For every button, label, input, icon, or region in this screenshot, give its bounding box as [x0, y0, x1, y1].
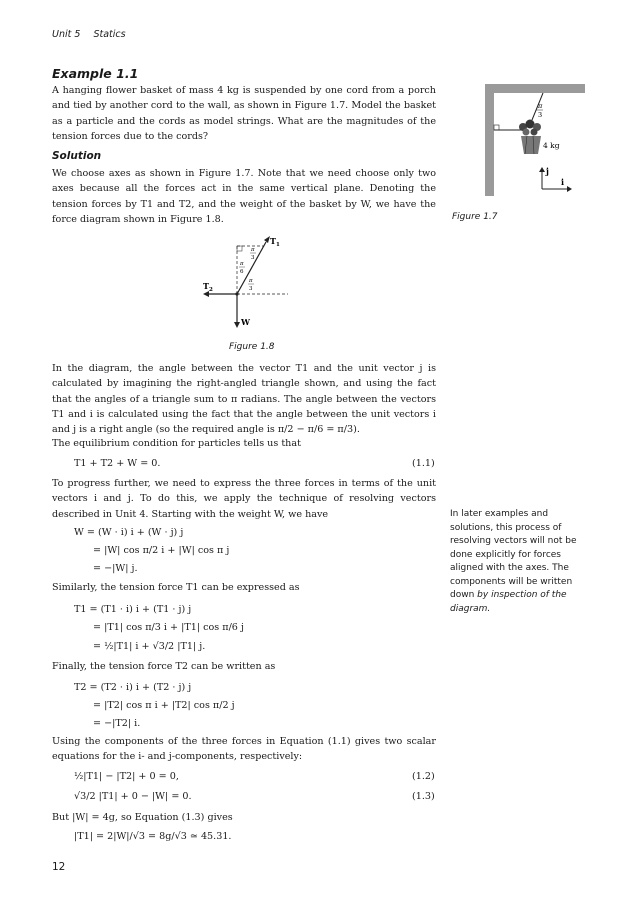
solution-para-3: The equilibrium condition for particles tells us that: [52, 438, 301, 449]
svg-text:6: 6: [240, 269, 244, 275]
margin-note: [450, 508, 588, 616]
solution-para-6: Finally, the tension force T2 can be written as: [52, 661, 276, 672]
label-w: W: [241, 317, 250, 327]
running-header: [52, 29, 126, 40]
equation-t1-2: = |T1| cos π/3 i + |T1| cos π/6 j: [93, 622, 244, 633]
solution-para-8: But |W| = 4g, so Equation (1.3) gives: [52, 812, 233, 823]
svg-text:π: π: [251, 247, 255, 253]
equation-t2-3: = −|T2| i.: [93, 718, 141, 729]
equation-t2-2: = |T2| cos π i + |T2| cos π/2 j: [93, 700, 235, 711]
solution-para-1: We choose axes as shown in Figure 1.7. Note that we need choose only two axes because all the forces act in the same vertical plane. Denoting the tension forces by T1 and T2, and the weight of the basket by W, we have the force diagram shown in Figure 1.8.: [52, 168, 436, 225]
solution-para-2: In the diagram, the angle between the vector T1 and the unit vector j is calculated by imagining the right-angled triangle shown, and using the fact that the angles of a triangle sum to π radians. The angle between the vectors T1 and i is calculated using the fact that the angle between the unit vectors i and j is a right angle (so the required angle is π/2 − π/6 = π/3).: [52, 363, 436, 436]
axis-label-i: i: [561, 177, 565, 187]
equation-1-1: T1 + T2 + W = 0.: [74, 458, 161, 469]
equation-w-1: W = (W · i) i + (W · j) j: [74, 527, 184, 538]
figure-1-7-caption: Figure 1.7: [452, 212, 498, 222]
label-t2: $T_2$: [203, 281, 213, 293]
figure-1-7: [455, 82, 585, 202]
equation-w-2: = |W| cos π/2 i + |W| cos π j: [93, 545, 230, 556]
svg-text:3: 3: [538, 111, 543, 119]
equation-1-2-number: (1.2): [412, 771, 435, 782]
axis-label-j: j: [546, 166, 549, 176]
wall: [485, 84, 494, 196]
equation-t1-3: = ½|T1| i + √3/2 |T1| j.: [93, 641, 206, 652]
equation-1-1-number: (1.1): [412, 458, 435, 469]
header-title: Statics: [93, 29, 126, 40]
svg-text:π: π: [240, 261, 244, 267]
angle-label-pi3-top: [250, 247, 256, 261]
equation-t2-1: T2 = (T2 · i) i + (T2 · j) j: [74, 682, 192, 693]
equation-w-3: = −|W| j.: [93, 563, 138, 574]
solution-para-4: To progress further, we need to express the three forces in terms of the unit vectors i and j. To do this, we apply the technique of resolving vectors described in Unit 4. Starting with the weight W, we have: [52, 478, 436, 520]
equation-1-3-number: (1.3): [412, 791, 435, 802]
angle-label-pi6: [239, 261, 245, 275]
example-text: A hanging flower basket of mass 4 kg is suspended by one cord from a porch and tied by another cord to the wall, as shown in Figure 1.7. Model the basket as a particle and the cords as model strings. What are the magnitudes of the tension forces due to the cords?: [52, 85, 436, 142]
solution-para-5: Similarly, the tension force T1 can be expressed as: [52, 582, 300, 593]
svg-text:π: π: [249, 278, 253, 284]
svg-text:3: 3: [251, 255, 255, 261]
margin-note-italic: by inspection of the diagram.: [450, 590, 567, 614]
solution-para-7: Using the components of the three forces in Equation (1.1) gives two scalar equations for the i- and j-components, respectively:: [52, 736, 436, 763]
equation-1-2: ½|T1| − |T2| + 0 = 0,: [74, 771, 179, 782]
porch-ceiling: [485, 84, 585, 93]
mass-label: 4 kg: [543, 141, 560, 150]
page-number: 12: [52, 861, 66, 873]
margin-note-text: In later examples and solutions, this process of resolving vectors will not be done explicitly for forces aligned with the axes. The components will be written down: [450, 509, 577, 600]
svg-text:3: 3: [249, 286, 253, 292]
equation-t1-1: T1 = (T1 · i) i + (T1 · j) j: [74, 604, 192, 615]
header-unit: Unit 5: [52, 29, 81, 40]
angle-label-fig17: π: [538, 102, 543, 110]
figure-1-8-caption: Figure 1.8: [229, 342, 275, 352]
label-t1: $T_1$: [270, 236, 280, 248]
angle-label-pi3-bottom: [248, 278, 254, 292]
figure-1-8: [200, 232, 300, 332]
example-title: Example 1.1: [52, 66, 139, 81]
equation-1-3: √3/2 |T1| + 0 − |W| = 0.: [74, 791, 192, 802]
solution-heading: Solution: [52, 150, 102, 162]
equation-final: |T1| = 2|W|/√3 = 8g/√3 ≃ 45.31.: [74, 831, 232, 842]
